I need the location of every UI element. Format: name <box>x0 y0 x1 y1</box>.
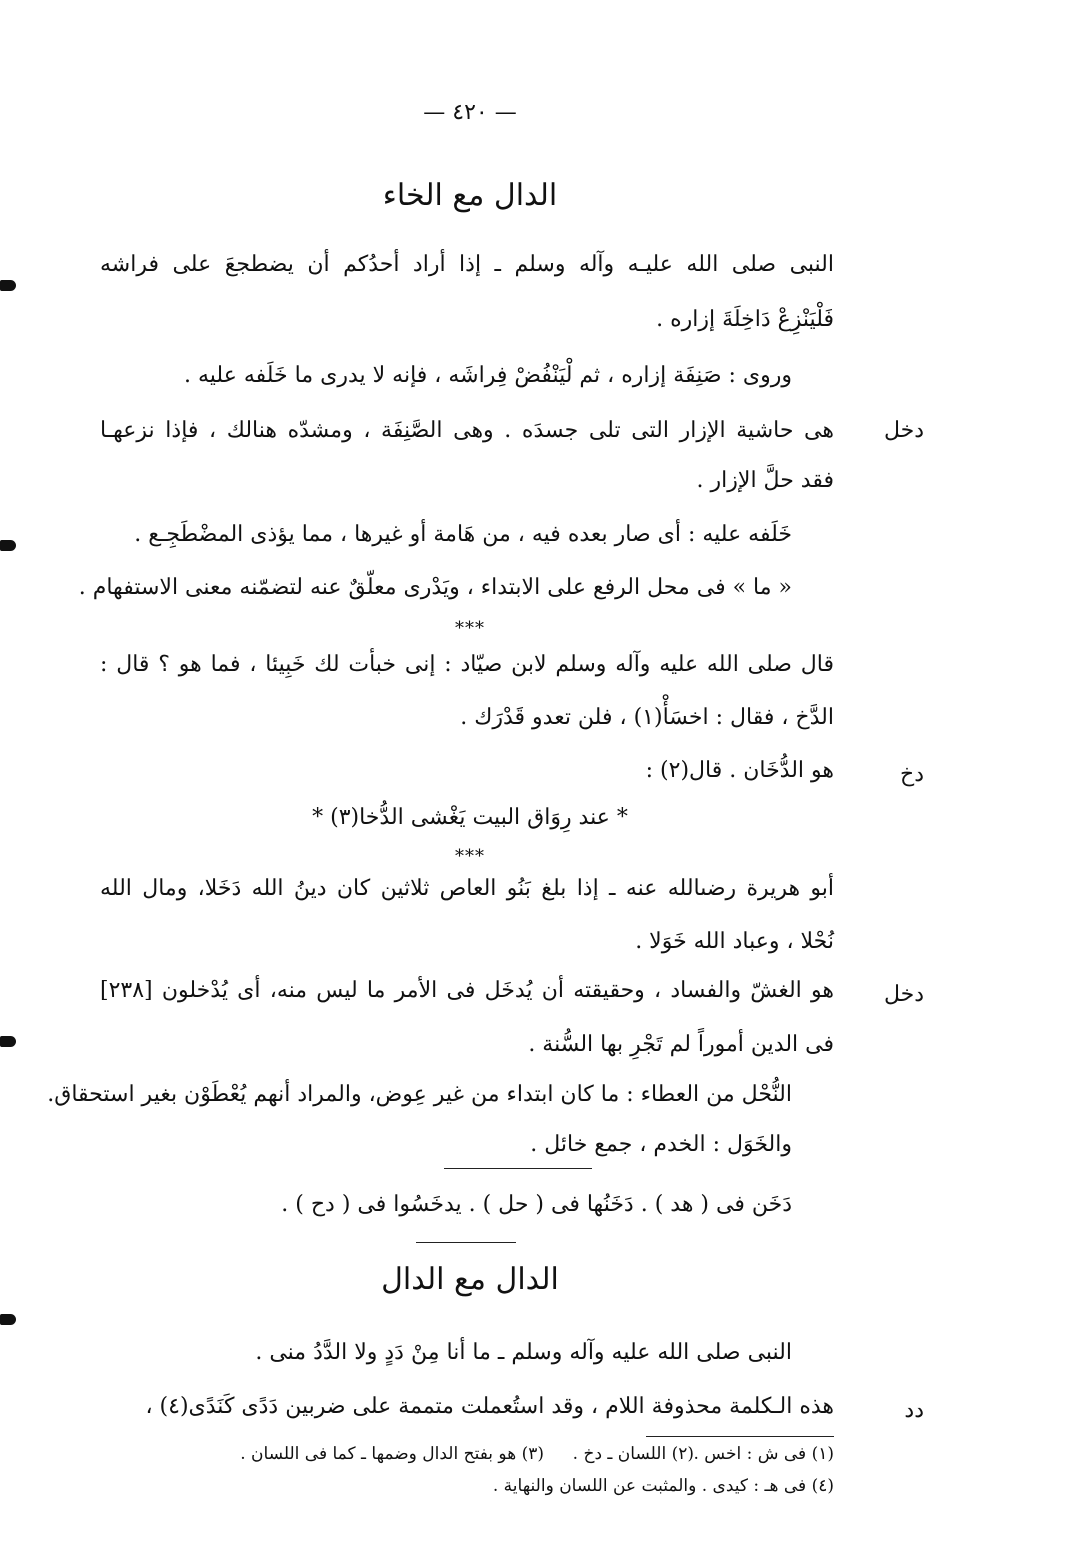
section-title: الدال مع الدال <box>381 1262 559 1297</box>
footnote: (٢) اللسان ـ دخ . <box>572 1444 694 1464</box>
edge-mark <box>0 1314 16 1325</box>
hadith-text: الدَّخ ، فقال : اخسَأْ(١) ، فلن تعدو قَدْرَك . <box>460 705 834 730</box>
footnote-rule <box>646 1436 834 1437</box>
explanation-text: فقد حلَّ الإزار . <box>696 468 834 493</box>
footnote: (٤) فى هـ : كيدى . والمثبت عن اللسان والنهاية . <box>492 1476 834 1496</box>
note-text: « ما » فى محل الرفع على الابتداء ، ويَدْرى معلّقٌ عنه لتضمّنه معنى الاستفهام . <box>78 575 792 600</box>
section-title: الدال مع الخاء <box>382 178 558 213</box>
hadith-text: قال صلى الله عليه وآله وسلم لابن صيّاد : إنى خبأت لك خَبِيئا ، فما هو ؟ قال : <box>100 652 834 677</box>
explanation-text: هذه الـكلمة محذوفة اللام ، وقد استُعملت متممة على ضربين دَدًى كَنَدًى(٤) ، <box>145 1394 834 1419</box>
section-rule <box>416 1242 516 1243</box>
explanation-text: هو الغشّ والفساد ، وحقيقته أن يُدخَل فى الأمر ما ليس منه، أى يُدْخلون [٢٣٨] <box>100 978 834 1003</box>
cross-reference: دَخَن فى ( هد ) . دَخَنُها فى ( حل ) . يدخَسُوا فى ( دح ) . <box>281 1192 792 1217</box>
explanation-text: فى الدين أموراً لم تَجْرِ بها السُّنة . <box>528 1032 834 1057</box>
page-number: — ٤٢٠ — <box>423 100 517 125</box>
root-word: دخ <box>900 762 924 787</box>
edge-mark <box>0 1036 16 1047</box>
note-text: خَلَفه عليه : أى صار بعده فيه ، من هَامة أو غيرها ، مما يؤذى المضْطَجِـع . <box>134 522 792 547</box>
hadith-text: أبو هريرة رضىالله عنه ـ إذا بلغ بَنُو العاص ثلاثين كان دينُ الله دَخَلا، ومال الله <box>100 876 834 901</box>
note-text: والخَوَل : الخدم ، جمع خائل . <box>530 1132 792 1157</box>
explanation-text: هو الدُّخَان . قال(٢) : <box>645 758 834 783</box>
variant-text: وروى : صَنِفَة إزاره ، ثم لْيَنْفُضْ فِراشَه ، فإنه لا يدرى ما خَلَفه عليه . <box>184 363 792 388</box>
hadith-text: فَلْيَنْزِعْ دَاخِلَةَ إزاره . <box>656 307 834 332</box>
separator: *** <box>455 846 485 867</box>
edge-mark <box>0 540 16 551</box>
footnote: (١) فى ش : اخس . <box>693 1444 834 1464</box>
root-word: دخل <box>883 418 924 443</box>
root-word: دخل <box>883 982 924 1007</box>
edge-mark <box>0 280 16 291</box>
footnote: (٣) هو بفتح الدال وضمها ـ كما فى اللسان . <box>240 1444 544 1464</box>
note-text: النُّحْل من العطاء : ما كان ابتداء من غير عِوض، والمراد أنهم يُعْطَوْن بغير استحقاق. <box>47 1082 792 1107</box>
verse-text: * عند رِوَاق البيت يَغْشى الدُّخا(٣) * <box>312 805 628 830</box>
hadith-text: النبى صلى الله عليـه وآله وسلم ـ إذا أراد أحدُكم أن يضطجعَ على فراشه <box>100 252 834 277</box>
root-word: دد <box>904 1398 924 1423</box>
explanation-text: هى حاشية الإزار التى تلى جسدَه . وهى الصَّنِفَة ، ومشدّه هنالك ، فإذا نزعهـا <box>100 418 834 443</box>
separator: *** <box>455 618 485 639</box>
hadith-text: نُحْلا ، وعباد الله خَوَلا . <box>635 929 834 954</box>
section-rule <box>444 1168 592 1169</box>
hadith-text: النبى صلى الله عليه وآله وسلم ـ ما أنا مِنْ دَدٍ ولا الدَّدُ منى . <box>255 1340 792 1365</box>
